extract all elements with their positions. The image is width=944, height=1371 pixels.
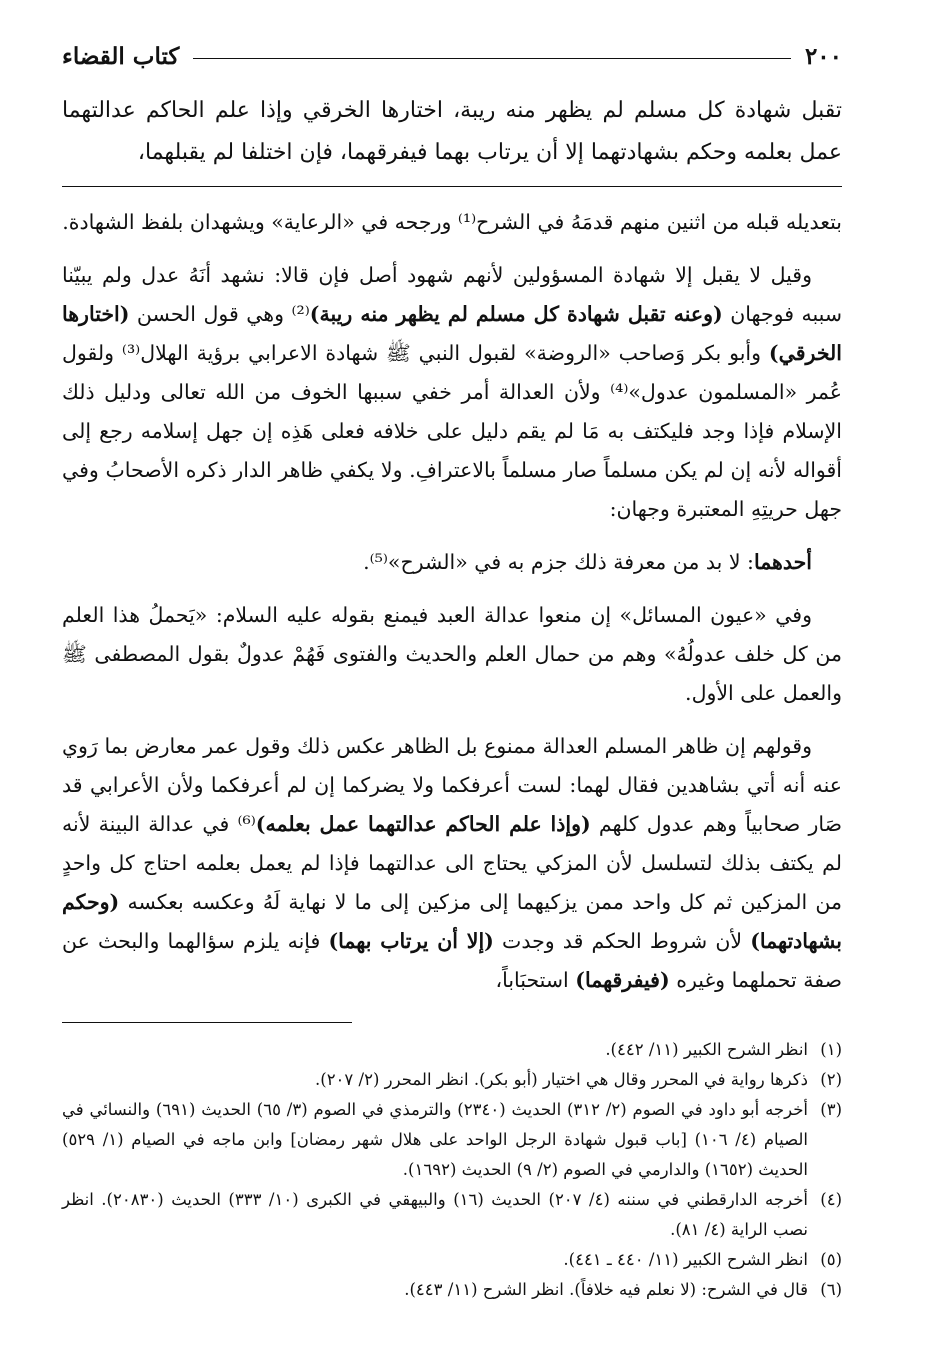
footnote-item: (٤) أخرجه الدارقطني في سننه (٤/ ٢٠٧) الحديث (١٦) والبيهقي في الكبرى (١٠/ ٣٣٣) الحديث (٢٠٨٣٠). انظر نصب الراية (٤/ ٨١).	[62, 1190, 842, 1239]
footnote-item: (١) انظر الشرح الكبير (١١/ ٤٤٢).	[605, 1040, 842, 1059]
commentary-paragraph-2: وقيل لا يقبل إلا شهادة المسؤولين لأنهم شهود أصل فإن قالا: نشهد أنَهُ عدل ولم يبيّنا سببه فوجهان (وعنه تقبل شهادة كل مسلم لم يظهر منه ريبة)⁽²⁾ وهي قول الحسن (اختارها الخرقي) وأبو بكر وَصاحب «الروضة» لقبول النبي ﷺ شهادة الاعرابي برؤية الهلال⁽³⁾ ولقول عُمر «المسلمون عدول»⁽⁴⁾ ولأن العدالة أمر خفي سببها الخوف من الله تعالى ودليل ذلك الإسلام فإذا وجد فليكتف به مَا لم يقم دليل على خلافه فعلى هَذِه إن جهل إسلامه رجع إلى أقواله لأنه إن لم يكن مسلماً صار مسلماً بالاعترافِ. ولا يكفي ظاهر الدار ذكره الأصحابُ وفي جهل حريتِهِ المعتبرة وجهان:	[62, 263, 843, 521]
matn-quote: (إلا أن يرتاب بهما)	[328, 929, 494, 953]
commentary-paragraph-3: أحدهما: لا بد من معرفة ذلك جزم به في «الشرح»⁽⁵⁾.	[363, 550, 812, 574]
matn-separator	[62, 186, 842, 187]
matn-quote: (وإذا علم الحاكم عدالتهما عمل بعلمه)	[255, 812, 591, 836]
footnote-item: (٣) أخرجه أبو داود في الصوم (٢/ ٣١٢) الحديث (٢٣٤٠) والترمذي في الصوم (٣/ ٦٥) الحديث (٦٩١) والنسائي في الصيام (٤/ ١٠٦) [باب قبول شهادة الرجل الواحد على هلال شهر رمضان] وابن ماجه في الصيام (١/ ٥٢٩) الحديث (١٦٥٢) والدارمي في الصوم (٢/ ٩) الحديث (١٦٩٢).	[62, 1100, 842, 1179]
commentary-paragraph-1: بتعديله قبله من اثنين منهم قدمَهُ في الشرح⁽¹⁾ ورجحه في «الرعاية» ويشهدان بلفظ الشهادة.	[62, 210, 842, 234]
footnote-item: (٢) ذكرها رواية في المحرر وقال هي اختيار (أبو بكر). انظر المحرر (٢/ ٢٠٧).	[315, 1070, 842, 1089]
matn-quote: (وعنه تقبل شهادة كل مسلم لم يظهر منه ريبة)	[309, 302, 723, 326]
footnote-item: (٥) انظر الشرح الكبير (١١/ ٤٤٠ ـ ٤٤١).	[563, 1250, 842, 1269]
book-page	[62, 36, 842, 1305]
lead-word: أحدهما	[753, 550, 812, 574]
commentary-paragraph-5: وقولهم إن ظاهر المسلم العدالة ممنوع بل الظاهر عكس ذلك وقول عمر معارض بما رَوي عنه أنه أتي بشاهدين فقال لهما: لست أعرفكما ولا يضركما إن لم أعرفكما ولأن الأعرابي قد صَار صحابياً وهم عدول كلهم (وإذا علم الحاكم عدالتهما عمل بعلمه)⁽⁶⁾ في عدالة البينة لأنه لم يكتف بذلك لتسلسل لأن المزكي يحتاج الى عدالتهما فإذا لم يعمل بعلمه احتاج كل واحدٍ من المزكين ثم كل واحد ممن يزكيهما إلى مزكين إلى ما لا نهاية لَهُ وعكسه بعكسه (وحكم بشهادتهما) لأن شروط الحكم قد وجدت (إلا أن يرتاب بهما) فإنه يلزم سؤالهما والبحث عن صفة تحملهما وغيره (فيفرقهما) استحبَاباً،	[62, 734, 843, 992]
matn-quote: (اختارها الخرقي)	[62, 302, 842, 365]
matn-text: تقبل شهادة كل مسلم لم يظهر منه ريبة، اختارها الخرقي وإذا علم الحاكم عدالتهما عمل بعلمه وحكم بشهادتهما إلا أن يرتاب بهما فيفرقهما، فإن اختلفا لم يقبلهما،	[62, 98, 842, 165]
running-header	[62, 36, 842, 76]
commentary	[62, 203, 842, 1000]
page-number: ٢٠٠	[804, 42, 842, 70]
book-title: كتاب القضاء	[62, 42, 180, 70]
header-rule	[193, 58, 791, 59]
matn-quote: (فيفرقهما)	[575, 968, 670, 992]
commentary-paragraph-4: وفي «عيون المسائل» إن منعوا عدالة العبد فيمنع بقوله عليه السلام: «يَحملُ هذا العلم من كل خلف عدولُهُ» وهم من حمال العلم والحديث والفتوى فَهُمْ عدولٌ بقول المصطفى ﷺ والعمل على الأول.	[62, 603, 842, 705]
footnote-item: (٦) قال في الشرح: (لا نعلم فيه خلافاً). انظر الشرح (١١/ ٤٤٣).	[404, 1280, 842, 1299]
footnote-separator	[62, 1022, 352, 1023]
footnotes	[62, 1035, 842, 1305]
matn-quote: (وحكم بشهادتهما)	[62, 890, 842, 953]
